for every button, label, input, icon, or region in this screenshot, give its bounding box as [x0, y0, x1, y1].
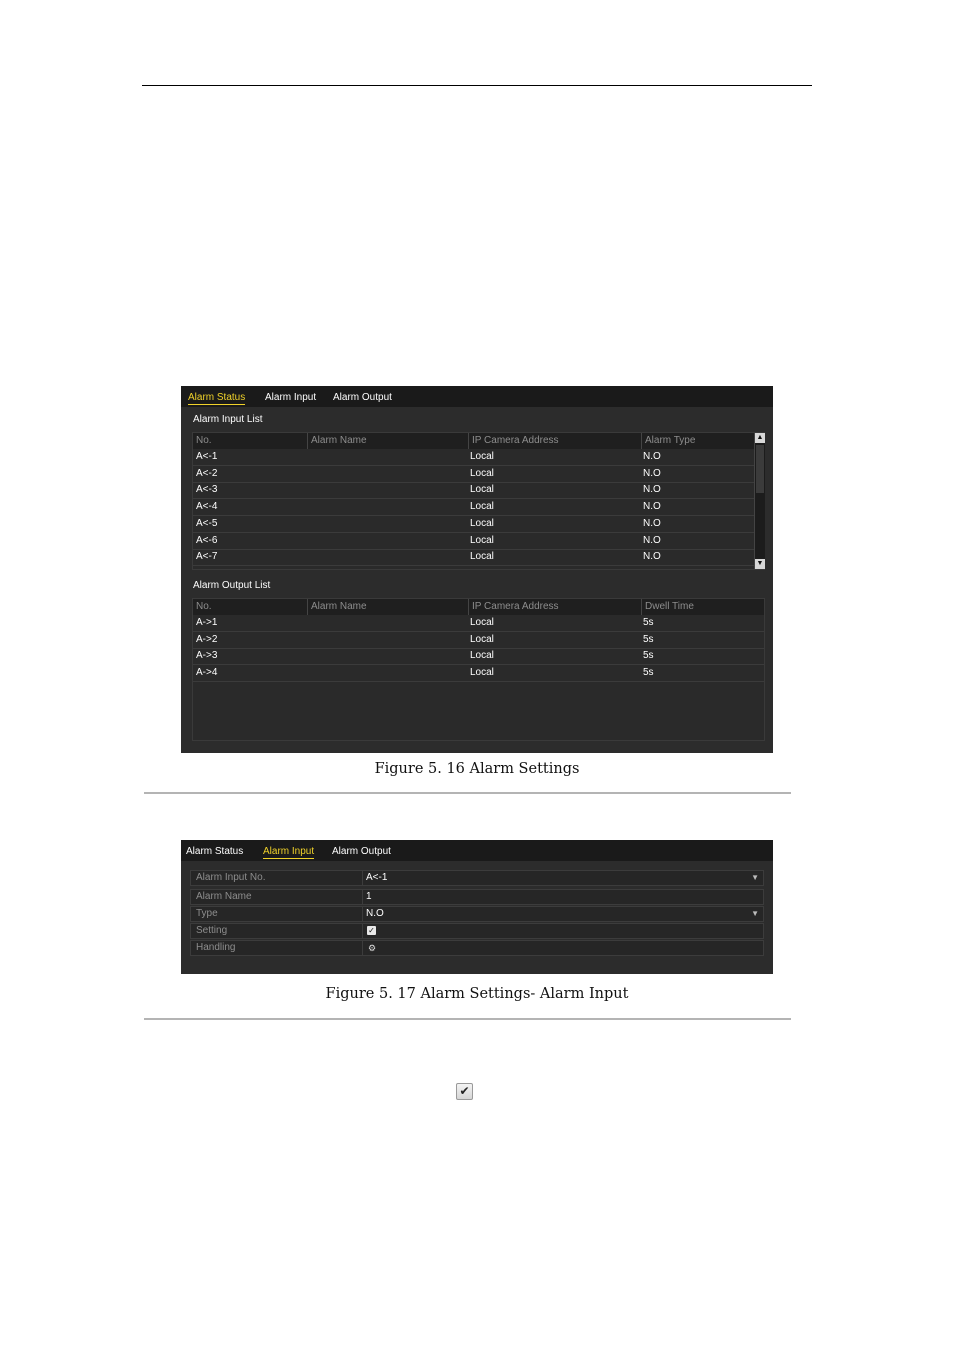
field-label: Alarm Name [196, 891, 252, 902]
table-cell: 5s [643, 617, 654, 628]
table-cell: A->2 [196, 633, 218, 645]
table-cell: N.O [643, 551, 661, 563]
table-cell: A->3 [196, 650, 218, 662]
table-cell: Local [470, 484, 494, 496]
tab-alarm-status[interactable]: Alarm Status [186, 846, 244, 857]
alarm-input-panel [181, 840, 773, 974]
table-cell: N.O [643, 467, 661, 479]
alarm-name-field[interactable] [190, 889, 764, 905]
figure-separator [144, 792, 791, 794]
alarm-output-table [192, 598, 765, 741]
field-label: Alarm Input No. [196, 872, 266, 883]
tab-alarm-status[interactable]: Alarm Status [188, 392, 246, 403]
checkbox-checked-icon[interactable]: ✓ [368, 926, 375, 935]
table-cell: A<-3 [196, 484, 218, 496]
table-row[interactable] [193, 549, 754, 566]
column-header-ip-camera-address: IP Camera Address [468, 599, 641, 615]
field-divider [362, 871, 363, 885]
table-row[interactable] [193, 533, 754, 550]
table-row[interactable] [193, 516, 754, 533]
setting-field [190, 923, 764, 939]
alarm-settings-panel [181, 386, 773, 753]
table-cell: A->1 [196, 617, 218, 628]
table-cell: 5s [643, 650, 654, 662]
table-row[interactable] [193, 466, 754, 483]
alarm-name-input[interactable]: 1 [366, 891, 372, 902]
table-header [193, 433, 764, 449]
field-divider [362, 941, 363, 955]
gear-icon[interactable]: ⚙ [367, 943, 377, 953]
alarm-input-no-field[interactable] [190, 870, 764, 886]
field-label: Setting [196, 925, 228, 936]
tab-bar [181, 840, 773, 861]
alarm-input-no-select[interactable]: A<-1 [366, 872, 388, 883]
checkmark-icon: ✔ [456, 1083, 473, 1100]
figure-caption: Figure 5. 17 Alarm Settings- Alarm Input [325, 986, 629, 1002]
column-header-alarm-name: Alarm Name [307, 599, 468, 615]
table-row[interactable] [193, 648, 764, 665]
chevron-down-icon[interactable]: ▼ [751, 909, 759, 918]
table-cell: N.O [643, 534, 661, 546]
type-field[interactable] [190, 906, 764, 922]
arrow-down-icon[interactable]: ▼ [756, 560, 764, 567]
figure-caption: Figure 5. 16 Alarm Settings [374, 761, 580, 777]
arrow-up-icon[interactable]: ▲ [756, 434, 764, 441]
table-cell: Local [470, 617, 494, 628]
table-cell: N.O [643, 484, 661, 496]
table-cell: A<-7 [196, 551, 218, 563]
field-label: Type [196, 908, 218, 919]
column-header-alarm-name: Alarm Name [307, 433, 468, 449]
table-cell: 5s [643, 633, 654, 645]
table-row[interactable] [193, 615, 764, 632]
handling-field [190, 940, 764, 956]
scrollbar[interactable] [754, 433, 765, 569]
field-divider [362, 890, 363, 904]
table-cell: 5s [643, 667, 654, 679]
tab-alarm-input[interactable]: Alarm Input [263, 846, 315, 857]
field-divider [362, 907, 363, 921]
scroll-thumb[interactable] [756, 445, 764, 493]
table-header [193, 599, 764, 615]
table-row[interactable] [193, 632, 764, 649]
type-select[interactable]: N.O [366, 908, 384, 919]
alarm-input-table [192, 432, 765, 570]
alarm-input-list-label: Alarm Input List [193, 414, 263, 425]
alarm-output-list-label: Alarm Output List [193, 580, 271, 591]
table-row[interactable] [193, 482, 754, 499]
table-cell: N.O [643, 501, 661, 513]
tab-bar [181, 386, 773, 407]
tab-alarm-input[interactable]: Alarm Input [265, 392, 317, 403]
table-cell: A<-1 [196, 451, 218, 462]
tab-alarm-output[interactable]: Alarm Output [332, 846, 391, 857]
table-cell: Local [470, 534, 494, 546]
column-header-no: No. [196, 601, 212, 612]
table-cell: Local [470, 451, 494, 462]
table-cell: Local [470, 501, 494, 513]
chevron-down-icon[interactable]: ▼ [751, 873, 759, 882]
table-cell: Local [470, 551, 494, 563]
field-label: Handling [196, 942, 236, 953]
column-header-alarm-type: Alarm Type [641, 433, 753, 449]
tab-alarm-output[interactable]: Alarm Output [333, 392, 392, 403]
figure-separator [144, 1018, 791, 1020]
table-cell: N.O [643, 451, 661, 462]
column-header-ip-camera-address: IP Camera Address [468, 433, 641, 449]
table-cell: A<-5 [196, 517, 218, 529]
table-cell: A<-2 [196, 467, 218, 479]
table-cell: Local [470, 517, 494, 529]
table-row[interactable] [193, 499, 754, 516]
table-cell: Local [470, 667, 494, 679]
table-cell: A<-6 [196, 534, 218, 546]
table-cell: Local [470, 650, 494, 662]
table-cell: A<-4 [196, 501, 218, 513]
table-cell: Local [470, 467, 494, 479]
table-row[interactable] [193, 449, 754, 466]
field-divider [362, 924, 363, 938]
table-cell: A->4 [196, 667, 218, 679]
table-cell: Local [470, 633, 494, 645]
column-header-no: No. [196, 435, 212, 446]
column-header-dwell-time: Dwell Time [641, 599, 764, 615]
table-cell: N.O [643, 517, 661, 529]
table-row[interactable] [193, 665, 764, 682]
header-rule [142, 85, 812, 86]
